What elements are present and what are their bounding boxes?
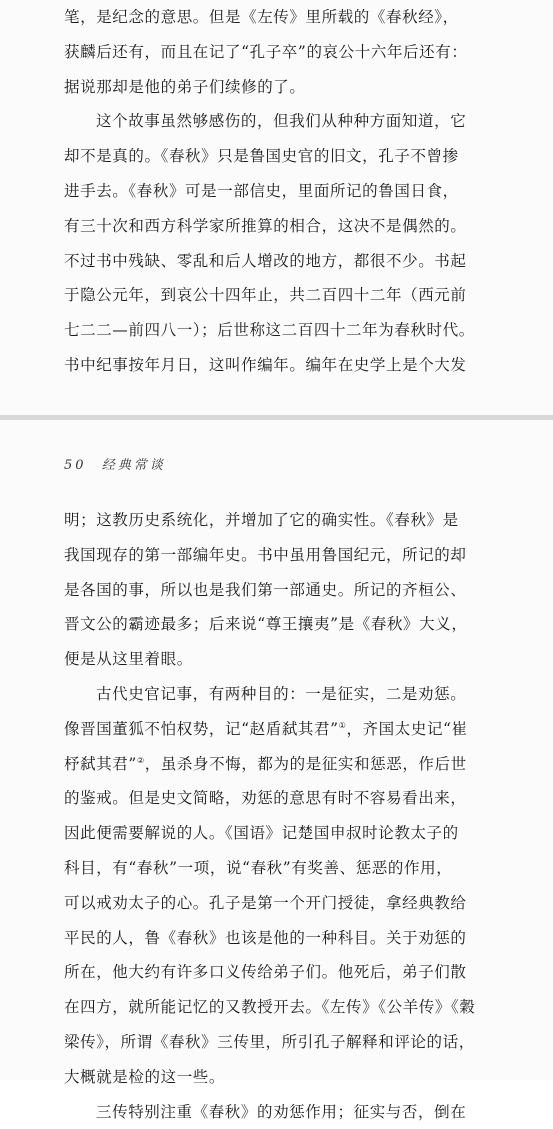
line-text: 古代史官记事，有两种目的：一是征实，二是劝惩。 xyxy=(96,684,467,703)
text-line xyxy=(64,244,496,279)
text-line xyxy=(64,955,496,990)
text-line xyxy=(64,104,496,139)
text-line xyxy=(64,139,496,174)
text-line xyxy=(64,538,496,573)
line-text: 获麟后还有，而且在记了“孔子卒”的哀公十六年后还有： xyxy=(64,42,468,61)
line-text: 不过书中残缺、零乱和后人增改的地方，都很不少。书起 xyxy=(64,251,467,270)
text-line xyxy=(64,70,496,105)
line-text: 明；这教历史系统化，并增加了它的确实性。《春秋》是 xyxy=(64,511,459,529)
line-text: 七二二—前四八一）；后世称这二百四十二年为春秋时代。 xyxy=(64,321,475,340)
running-header xyxy=(64,454,166,473)
line-text: 科目，有“春秋”一项，说“春秋”有奖善、惩恶的作用， xyxy=(64,858,453,877)
book-title: 经典常谈 xyxy=(101,458,166,473)
page-number: 50 xyxy=(64,458,87,473)
line-text: 在四方，就所能记忆的又教授开去。《左传》《公羊传》《穀 xyxy=(64,998,476,1017)
line-text: 的鉴戒。但是史文简略，劝惩的意思有时不容易看出来， xyxy=(64,789,467,808)
line-text: 书中纪事按年月日，这叫作编年。编年在史学上是个大发 xyxy=(64,355,467,374)
footnote-marker[interactable]: ② xyxy=(136,755,145,765)
footnote-marker[interactable]: ① xyxy=(338,720,347,730)
page-bottom xyxy=(0,420,553,1121)
line-text: 杼弑其君” xyxy=(64,754,137,773)
text-line xyxy=(64,0,496,35)
text-line xyxy=(64,174,496,209)
line-text: 大概就是检的这一些。 xyxy=(64,1067,226,1086)
line-text: 因此便需要解说的人。《国语》记楚国申叔时论教太子的 xyxy=(64,824,459,843)
text-line xyxy=(64,313,496,348)
text-line xyxy=(64,503,496,538)
text-line xyxy=(64,747,496,782)
text-line xyxy=(64,1095,496,1129)
line-text: 像晋国董狐不怕权势，记“赵盾弑其君” xyxy=(64,719,339,738)
line-text: 可以戒劝太子的心。孔子是第一个开门授徒，拿经典教给 xyxy=(64,893,467,912)
line-text: 却不是真的。《春秋》只是鲁国史官的旧文，孔子不曾掺 xyxy=(64,147,459,166)
line-text: 所在，他大约有许多口义传给弟子们。他死后，弟子们散 xyxy=(64,963,467,982)
text-line xyxy=(64,1025,496,1060)
line-text-tail: ，虽杀身不悔，都为的是征实和惩恶，作后世 xyxy=(144,754,467,773)
text-line xyxy=(64,990,496,1025)
line-text-tail: ，齐国太史记“崔 xyxy=(346,719,468,738)
text-line xyxy=(64,921,496,956)
line-text: 进手去。《春秋》可是一部信史，里面所记的鲁国日食， xyxy=(64,181,459,200)
line-text: 便是从这里着眼。 xyxy=(64,650,193,669)
text-line xyxy=(64,573,496,608)
text-line xyxy=(64,781,496,816)
line-text: 梁传》，所谓《春秋》三传里，所引孔子解释和评论的话， xyxy=(64,1032,475,1051)
text-line xyxy=(64,642,496,677)
line-text: 平民的人，鲁《春秋》也该是他的一种科目。关于劝惩的 xyxy=(64,928,467,947)
line-text: 有三十次和西方科学家所推算的相合，这决不是偶然的。 xyxy=(64,216,467,235)
text-line xyxy=(64,886,496,921)
page-top xyxy=(0,0,553,415)
text-line xyxy=(64,278,496,313)
line-text: 晋文公的霸迹最多；后来说“尊王攘夷”是《春秋》大义， xyxy=(64,615,468,634)
text-line xyxy=(64,816,496,851)
text-line xyxy=(64,35,496,70)
text-line xyxy=(64,607,496,642)
line-text: 据说那却是他的弟子们续修的了。 xyxy=(64,77,306,96)
line-text: 笔，是纪念的意思。但是《左传》里所载的《春秋经》， xyxy=(64,8,459,26)
text-body-top xyxy=(64,0,496,383)
line-text: 是各国的事，所以也是我们第一部通史。所记的齐桓公、 xyxy=(64,580,467,599)
text-line xyxy=(64,851,496,886)
text-body-bottom xyxy=(64,503,496,1129)
text-line xyxy=(64,677,496,712)
text-line xyxy=(64,348,496,383)
line-text: 我国现存的第一部编年史。书中虽用鲁国纪元，所记的却 xyxy=(64,545,467,564)
text-line xyxy=(64,209,496,244)
line-text: 于隐公元年，到哀公十四年止，共二百四十二年（西元前 xyxy=(64,286,467,305)
text-line xyxy=(64,712,496,747)
line-text: 三传特别注重《春秋》的劝惩作用；征实与否，倒在 xyxy=(96,1102,467,1121)
line-text: 这个故事虽然够感伤的，但我们从种种方面知道，它 xyxy=(96,112,467,131)
text-line xyxy=(64,1060,496,1095)
